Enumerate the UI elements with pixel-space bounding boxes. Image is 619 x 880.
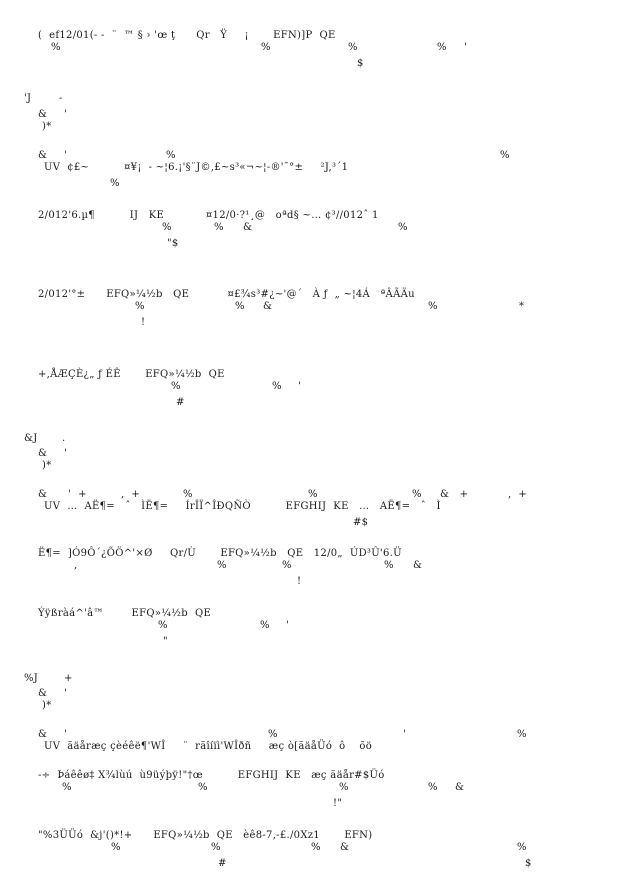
text-line: % [51, 42, 61, 53]
text-line: UV … AË¶= ˆ ÌË¶= ÍrÎÏ^ÎÐQÑÒ EFGHIJ KE … AË¶= ˆ Ì [44, 501, 441, 512]
text-line: % [339, 782, 349, 793]
text-line: & [413, 560, 423, 571]
text-line: % [162, 222, 172, 233]
text-line: & [38, 729, 48, 740]
text-line: % [211, 842, 221, 853]
text-line: # [176, 397, 185, 408]
text-line: # [218, 858, 227, 869]
text-line: "$ [167, 238, 179, 249]
text-line: $ [357, 58, 364, 69]
text-line: % [260, 620, 270, 631]
text-line: % [437, 42, 447, 53]
text-line: % [412, 489, 422, 500]
text-line: & ' + [38, 489, 87, 500]
text-line: & [243, 222, 253, 233]
text-line: % [428, 301, 438, 312]
text-line: ' [64, 729, 68, 740]
text-line: % [158, 620, 168, 631]
text-line: % [183, 489, 193, 500]
text-line: ' [64, 448, 68, 459]
text-line: % [135, 301, 145, 312]
text-line: )* [42, 700, 52, 711]
text-line: ' [64, 150, 68, 161]
text-line: % [198, 782, 208, 793]
text-line: ' [286, 620, 290, 631]
text-line: 2/012'°± EFQ»¼½b QE ¤£¾s³#¿~'@´ À ƒ „ ~¦4Á ªÂÃÄu [38, 289, 415, 300]
text-line: % [311, 842, 321, 853]
text-line: & [340, 842, 350, 853]
text-line: % [517, 842, 527, 853]
section-marker: &J [24, 433, 38, 444]
text-line: !" [333, 798, 343, 809]
text-line: & [455, 782, 465, 793]
text-line: ' [64, 688, 68, 699]
text-line: "%3ÜÜó &j'()*!+ EFQ»¼½b QE èê8-7,-£./0Xz1 EFN) [38, 830, 373, 841]
text-line: ! [141, 317, 146, 328]
text-line: )* [42, 460, 52, 471]
text-line: -÷ Þáêêø‡ X¾lùú ù9üýþÿ!"†œ EFGHIJ KE æç ãäår#$Üó [38, 770, 385, 781]
text-line: ! [297, 576, 302, 587]
text-line: % [214, 222, 224, 233]
text-line: +,ÅÆÇÈ¿„ ƒ ÉÊ EFQ»¼½b QE [38, 369, 225, 380]
text-line: & [38, 688, 48, 699]
text-line: % [282, 560, 292, 571]
text-line: % [166, 150, 176, 161]
text-line: % [235, 301, 245, 312]
text-line: % [171, 381, 181, 392]
text-line: & [38, 150, 48, 161]
text-line: , [74, 560, 78, 571]
text-line: % [268, 729, 278, 740]
text-line: % [348, 42, 358, 53]
text-line: . [62, 433, 66, 444]
text-line: % [398, 222, 408, 233]
text-line: UV ¢£~ ¤¥¡ - ~¦6.¡'§¨J©,£~s³«¬~¦-®'¯°± ²J,³´1 [44, 162, 349, 173]
text-line: - [59, 93, 63, 104]
text-line: ' [464, 42, 468, 53]
text-line: & + [440, 489, 469, 500]
text-line: % [272, 381, 282, 392]
text-line: * [519, 301, 525, 312]
text-line: , + [121, 489, 141, 500]
text-line: #$ [353, 517, 369, 528]
text-line: + [64, 673, 73, 684]
text-line: )* [42, 121, 52, 132]
text-line: % [62, 782, 72, 793]
text-line: 2/012'6.µ¶ IJ KE ¤12/0·?¹¸@ oªd§ ~… ¢³//012ˆ 1 [38, 210, 379, 221]
text-line: % [217, 560, 227, 571]
text-line: % [428, 782, 438, 793]
section-marker: %J [24, 673, 39, 684]
text-line: ' [64, 109, 68, 120]
text-line: Ýÿßràá^'â™ EFQ»¼½b QE [38, 608, 212, 619]
text-line: " [163, 636, 168, 647]
text-line: % [110, 178, 120, 189]
text-line: , + [508, 489, 528, 500]
text-line: % [308, 489, 318, 500]
text-line: ( ef12/01(- - ¨ ™ § › 'œ ţ Qr Ÿ ¡ EFN)]P QE [38, 30, 336, 41]
text-line: ' [403, 729, 407, 740]
text-line: UV ãäåræç çèéêë¶'WÎ ¨ rãîíïì'WÎðñ æç ò[ãäåÜó ô õö [44, 741, 373, 752]
text-line: ' [298, 381, 302, 392]
text-line: & [263, 301, 273, 312]
text-line: % [500, 150, 510, 161]
text-line: $ [525, 858, 532, 869]
text-line: % [261, 42, 271, 53]
section-marker: 'J [24, 93, 32, 104]
text-line: & [38, 448, 48, 459]
text-line: Ë¶= ]Ó9Ô´¿ÕÖ^'×Ø Qr/Ù EFQ»¼½b QE 12/0„ ÚD³Û'6.Ü [38, 548, 402, 559]
text-line: % [384, 560, 394, 571]
text-line: & [38, 109, 48, 120]
text-line: % [517, 729, 527, 740]
text-line: % [111, 842, 121, 853]
